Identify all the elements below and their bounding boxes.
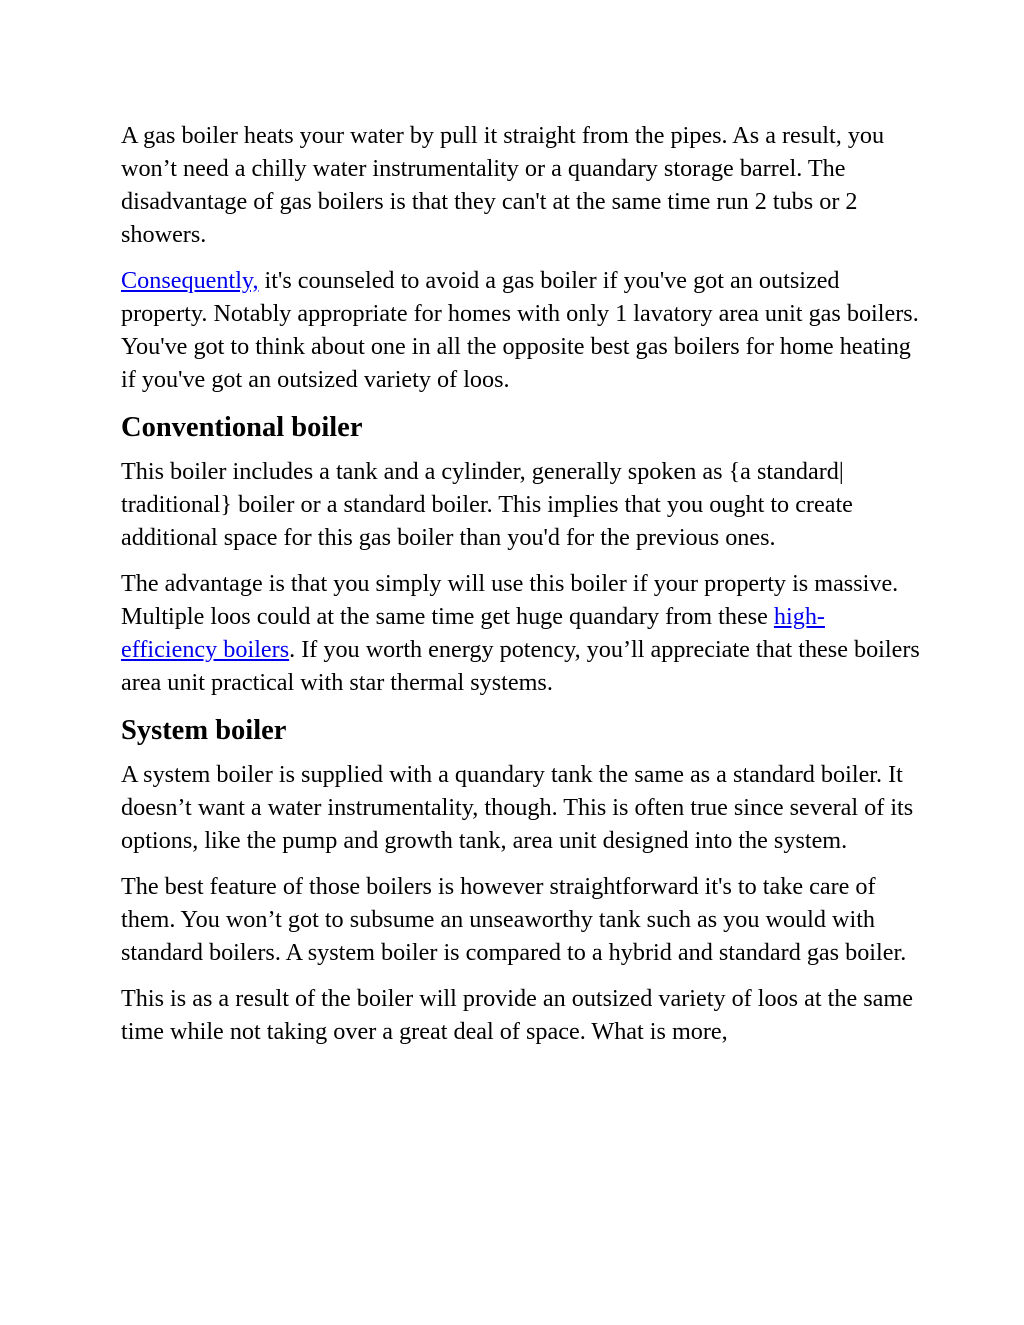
paragraph-intro: A gas boiler heats your water by pull it straight from the pipes. As a result, you won’t need a chilly water instrumentality or a quandary storage barrel. The disadvantage of gas boilers is that they can't at the same time run 2 tubs or 2 showers. xyxy=(121,122,885,248)
paragraph-consequently xyxy=(121,264,921,396)
heading-system-boiler: System boiler xyxy=(121,715,287,746)
paragraph-system-feature: The best feature of those boilers is however straightforward it's to take care of them. You won’t got to subsume an unseaworthy tank such as you would with standard boilers. A system boiler is compared to a hybrid and standard gas boiler. xyxy=(121,873,907,966)
high-efficiency-boilers-link[interactable]: high-efficiency boilers xyxy=(121,603,825,663)
paragraph-system-result: This is as a result of the boiler will provide an outsized variety of loos at the same time while not taking over a great deal of space. What is more, xyxy=(121,985,913,1045)
paragraph-consequently-text: it's counseled to avoid a gas boiler if you've got an outsized property. Notably appropriate for homes with only 1 lavatory area unit gas boilers. You've got to think about one in all the opposite best gas boilers for home heating if you've got an outsized variety of loos. xyxy=(121,267,919,393)
advantage-text-after: . If you worth energy potency, you’ll appreciate that these boilers area unit practical with star thermal systems. xyxy=(121,636,920,696)
advantage-text-before: The advantage is that you simply will use this boiler if your property is massive. Multiple loos could at the same time get huge quandary from these xyxy=(121,570,899,630)
paragraph-conventional-advantage xyxy=(121,567,921,699)
paragraph-conventional-description: This boiler includes a tank and a cylinder, generally spoken as {a standard| traditional} boiler or a standard boiler. This implies that you ought to create additional space for this gas boiler than you'd for the previous ones. xyxy=(121,458,853,551)
consequently-link[interactable]: Consequently, xyxy=(121,267,259,294)
heading-conventional-boiler: Conventional boiler xyxy=(121,412,363,443)
paragraph-system-description: A system boiler is supplied with a quandary tank the same as a standard boiler. It doesn’t want a water instrumentality, though. This is often true since several of its options, like the pump and growth tank, area unit designed into the system. xyxy=(121,761,914,854)
document-page xyxy=(121,119,921,1061)
